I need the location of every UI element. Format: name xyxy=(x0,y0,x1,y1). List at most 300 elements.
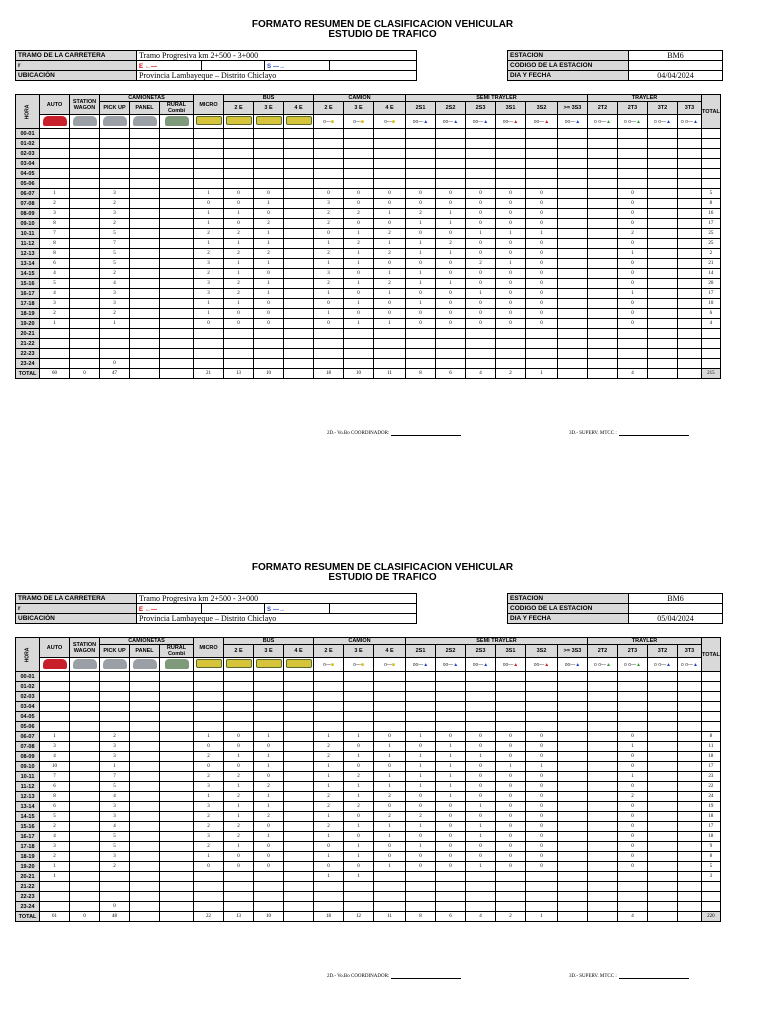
data-cell xyxy=(406,722,436,732)
micro-bus-icon xyxy=(194,658,224,672)
data-cell xyxy=(588,239,618,249)
data-cell xyxy=(160,229,194,239)
data-cell: 8 xyxy=(702,732,721,742)
data-cell xyxy=(678,259,702,269)
data-cell xyxy=(160,179,194,189)
signature-line xyxy=(391,430,461,436)
data-cell xyxy=(160,329,194,339)
col-auto: AUTO xyxy=(40,638,70,658)
data-cell: 1 xyxy=(344,279,374,289)
data-cell xyxy=(436,902,466,912)
data-cell xyxy=(40,159,70,169)
data-cell: 2 xyxy=(254,249,284,259)
data-cell xyxy=(406,712,436,722)
data-cell xyxy=(466,349,496,359)
data-cell: 19 xyxy=(702,802,721,812)
data-cell xyxy=(648,349,678,359)
pickup-icon xyxy=(100,115,130,129)
data-cell: 0 xyxy=(618,812,648,822)
data-cell xyxy=(314,892,344,902)
data-cell: 0 xyxy=(466,842,496,852)
data-cell xyxy=(648,179,678,189)
data-cell xyxy=(194,339,224,349)
data-cell: 1 xyxy=(436,782,466,792)
data-cell xyxy=(254,129,284,139)
total-cell: 4 xyxy=(618,912,648,922)
data-cell xyxy=(314,359,344,369)
data-cell: 0 xyxy=(254,299,284,309)
data-cell xyxy=(284,299,314,309)
data-cell xyxy=(374,712,406,722)
data-cell xyxy=(702,169,721,179)
data-cell: 0 xyxy=(496,752,526,762)
data-cell xyxy=(648,792,678,802)
data-cell xyxy=(588,812,618,822)
data-cell xyxy=(254,169,284,179)
data-cell xyxy=(284,309,314,319)
data-cell xyxy=(160,742,194,752)
data-cell xyxy=(224,702,254,712)
data-cell xyxy=(436,872,466,882)
data-cell: 3 xyxy=(40,742,70,752)
data-cell: 8 xyxy=(40,792,70,802)
data-cell xyxy=(678,892,702,902)
data-cell xyxy=(194,682,224,692)
data-cell: 2 xyxy=(100,219,130,229)
direction-s xyxy=(265,61,330,71)
data-cell xyxy=(558,339,588,349)
total-cell xyxy=(284,369,314,379)
data-cell xyxy=(344,892,374,902)
data-cell: 0 xyxy=(466,782,496,792)
hour-cell: 11-12 xyxy=(16,782,40,792)
total-cell: 0 xyxy=(70,912,100,922)
data-cell xyxy=(558,752,588,762)
data-cell xyxy=(160,249,194,259)
data-cell xyxy=(678,792,702,802)
hour-cell: 06-07 xyxy=(16,189,40,199)
table-row xyxy=(16,269,721,279)
data-cell xyxy=(678,169,702,179)
data-cell xyxy=(314,692,344,702)
data-cell xyxy=(618,882,648,892)
hour-cell: 23-24 xyxy=(16,902,40,912)
data-cell xyxy=(254,692,284,702)
data-cell xyxy=(558,189,588,199)
data-cell: 0 xyxy=(344,219,374,229)
data-cell xyxy=(160,339,194,349)
ubicacion-label: UBICACIÓN xyxy=(16,71,137,81)
data-cell: 1 xyxy=(254,832,284,842)
data-cell xyxy=(618,129,648,139)
data-cell xyxy=(194,129,224,139)
data-cell xyxy=(70,349,100,359)
data-cell: 1 xyxy=(314,852,344,862)
data-cell: 0 xyxy=(496,319,526,329)
data-cell xyxy=(678,129,702,139)
total-cell xyxy=(558,912,588,922)
data-cell xyxy=(70,359,100,369)
tramo-value: Tramo Progresiva km 2+500 - 3+000 xyxy=(137,51,417,61)
data-cell xyxy=(466,359,496,369)
data-cell: 1 xyxy=(344,229,374,239)
data-cell: 5 xyxy=(100,832,130,842)
data-cell: 0 xyxy=(496,822,526,832)
data-cell xyxy=(314,902,344,912)
data-cell: 2 xyxy=(344,772,374,782)
table-row xyxy=(16,682,721,692)
data-cell xyxy=(588,269,618,279)
table-row xyxy=(16,159,721,169)
data-cell xyxy=(130,249,160,259)
trailer-2t3-icon: o o—▲ xyxy=(618,115,648,129)
data-cell: 0 xyxy=(254,269,284,279)
data-cell xyxy=(558,712,588,722)
pickup-icon xyxy=(100,658,130,672)
combi-icon xyxy=(160,658,194,672)
data-cell xyxy=(648,299,678,309)
data-cell: 1 xyxy=(466,822,496,832)
data-cell: 1 xyxy=(374,782,406,792)
data-cell: 2 xyxy=(374,229,406,239)
data-cell xyxy=(466,692,496,702)
data-cell xyxy=(466,329,496,339)
data-cell xyxy=(678,752,702,762)
data-cell xyxy=(160,129,194,139)
data-cell xyxy=(406,902,436,912)
data-cell: 0 xyxy=(466,279,496,289)
data-cell xyxy=(588,712,618,722)
data-cell xyxy=(344,882,374,892)
data-cell: 2 xyxy=(314,249,344,259)
data-cell: 2 xyxy=(100,309,130,319)
data-cell xyxy=(526,872,558,882)
data-cell xyxy=(160,279,194,289)
data-cell xyxy=(70,682,100,692)
data-cell xyxy=(70,149,100,159)
data-cell: 3 xyxy=(194,259,224,269)
data-cell: 0 xyxy=(496,862,526,872)
data-cell: 1 xyxy=(466,229,496,239)
data-cell xyxy=(70,199,100,209)
col--3s3: >= 3S3 xyxy=(558,645,588,658)
data-cell: 0 xyxy=(496,219,526,229)
data-cell xyxy=(284,902,314,912)
data-cell: 1 xyxy=(40,862,70,872)
hour-cell: 13-14 xyxy=(16,259,40,269)
data-cell xyxy=(588,832,618,842)
data-cell xyxy=(648,862,678,872)
data-cell xyxy=(70,822,100,832)
data-cell xyxy=(284,279,314,289)
data-cell: 1 xyxy=(526,229,558,239)
col-micro: MICRO xyxy=(194,95,224,115)
codigo-value xyxy=(629,61,723,71)
col-2t3: 2T3 xyxy=(618,102,648,115)
group-trayler: TRAYLER xyxy=(588,638,702,645)
data-cell xyxy=(648,149,678,159)
data-cell xyxy=(344,672,374,682)
data-cell: 0 xyxy=(618,762,648,772)
data-cell xyxy=(160,782,194,792)
data-cell xyxy=(648,712,678,722)
data-cell xyxy=(374,359,406,369)
data-cell xyxy=(160,169,194,179)
data-cell: 2 xyxy=(100,269,130,279)
data-cell xyxy=(618,672,648,682)
data-cell: 6 xyxy=(702,309,721,319)
data-cell xyxy=(130,692,160,702)
data-cell xyxy=(678,812,702,822)
data-cell xyxy=(160,359,194,369)
col-2s2: 2S2 xyxy=(436,102,466,115)
data-cell xyxy=(466,702,496,712)
group-camion: CAMION xyxy=(314,95,406,102)
group-bus: BUS xyxy=(224,638,314,645)
data-cell xyxy=(284,792,314,802)
data-cell xyxy=(588,219,618,229)
data-cell xyxy=(284,359,314,369)
col-2t2: 2T2 xyxy=(588,645,618,658)
data-cell: 1 xyxy=(314,259,344,269)
data-cell xyxy=(618,149,648,159)
data-cell xyxy=(588,902,618,912)
data-cell: 0 xyxy=(496,802,526,812)
data-cell: 1 xyxy=(374,832,406,842)
data-cell xyxy=(648,229,678,239)
data-cell: 0 xyxy=(374,199,406,209)
data-cell xyxy=(130,802,160,812)
data-cell: 7 xyxy=(100,239,130,249)
data-cell: 1 xyxy=(224,802,254,812)
data-cell xyxy=(160,289,194,299)
group-camionetas: CAMIONETAS xyxy=(100,95,194,102)
hour-cell: 15-16 xyxy=(16,279,40,289)
truck-2e-icon: o—■ xyxy=(314,658,344,672)
data-cell: 0 xyxy=(436,732,466,742)
data-cell xyxy=(130,239,160,249)
data-cell xyxy=(130,309,160,319)
data-cell: 5 xyxy=(100,249,130,259)
data-cell xyxy=(374,882,406,892)
data-cell: 1 xyxy=(314,309,344,319)
data-cell: 0 xyxy=(618,259,648,269)
data-cell: 2 xyxy=(224,822,254,832)
truck-4e-icon: o—■ xyxy=(374,115,406,129)
data-cell xyxy=(70,299,100,309)
data-cell: 0 xyxy=(618,832,648,842)
data-cell xyxy=(436,712,466,722)
data-cell xyxy=(314,712,344,722)
data-cell xyxy=(254,359,284,369)
group-camion: CAMION xyxy=(314,638,406,645)
data-cell xyxy=(100,712,130,722)
data-cell xyxy=(558,359,588,369)
data-cell xyxy=(194,672,224,682)
data-cell: 0 xyxy=(466,249,496,259)
data-cell: 0 xyxy=(466,772,496,782)
data-cell: 0 xyxy=(344,199,374,209)
data-cell: 3 xyxy=(100,299,130,309)
hour-cell: 03-04 xyxy=(16,702,40,712)
estacion-label: ESTACION xyxy=(508,594,629,604)
data-cell xyxy=(526,149,558,159)
data-cell: 0 xyxy=(344,812,374,822)
data-cell xyxy=(344,722,374,732)
data-cell xyxy=(40,149,70,159)
data-cell: 1 xyxy=(374,772,406,782)
data-cell: 1 xyxy=(194,852,224,862)
direction-s-box xyxy=(330,61,417,71)
data-cell: 2 xyxy=(374,812,406,822)
total-cell: 2 xyxy=(496,912,526,922)
hour-cell: 06-07 xyxy=(16,732,40,742)
table-row xyxy=(16,259,721,269)
hour-cell: 07-08 xyxy=(16,742,40,752)
data-cell xyxy=(406,872,436,882)
data-cell xyxy=(558,289,588,299)
data-cell: 0 xyxy=(496,812,526,822)
semi-2s2-icon: oo—▲ xyxy=(436,115,466,129)
trailer-3t2-icon: o o—▲ xyxy=(648,115,678,129)
data-cell xyxy=(466,722,496,732)
data-cell: 1 xyxy=(344,259,374,269)
hour-cell: 10-11 xyxy=(16,772,40,782)
data-cell xyxy=(648,259,678,269)
data-cell: 1 xyxy=(374,319,406,329)
direction-s xyxy=(265,604,330,614)
data-cell xyxy=(284,129,314,139)
data-cell: 0 xyxy=(466,209,496,219)
data-cell xyxy=(588,179,618,189)
data-cell xyxy=(100,179,130,189)
data-cell: 2 xyxy=(40,309,70,319)
data-cell: 1 xyxy=(374,752,406,762)
total-cell xyxy=(588,912,618,922)
data-cell xyxy=(496,722,526,732)
data-cell: 7 xyxy=(100,772,130,782)
data-cell xyxy=(558,812,588,822)
table-row xyxy=(16,822,721,832)
data-cell: 17 xyxy=(702,762,721,772)
data-cell xyxy=(70,239,100,249)
data-cell xyxy=(558,349,588,359)
table-row xyxy=(16,892,721,902)
data-cell xyxy=(130,279,160,289)
data-cell xyxy=(160,682,194,692)
truck-3e-icon: o—■ xyxy=(344,658,374,672)
semi-3s1-icon: oo—▲ xyxy=(496,658,526,672)
data-cell xyxy=(558,319,588,329)
data-cell xyxy=(70,319,100,329)
red-car-icon xyxy=(40,115,70,129)
data-cell xyxy=(194,692,224,702)
hora-label: HORA xyxy=(24,647,31,662)
data-cell: 20 xyxy=(702,279,721,289)
data-cell xyxy=(558,199,588,209)
data-cell: 0 xyxy=(618,802,648,812)
table-row xyxy=(16,672,721,682)
data-cell xyxy=(678,852,702,862)
data-cell: 0 xyxy=(406,189,436,199)
data-cell: 0 xyxy=(224,309,254,319)
total-cell xyxy=(160,912,194,922)
data-cell xyxy=(436,682,466,692)
data-cell: 1 xyxy=(314,832,344,842)
table-row xyxy=(16,782,721,792)
data-cell xyxy=(130,319,160,329)
data-cell: 0 xyxy=(466,269,496,279)
data-cell: 0 xyxy=(496,249,526,259)
data-cell xyxy=(702,179,721,189)
data-cell xyxy=(558,882,588,892)
data-cell xyxy=(160,752,194,762)
data-cell xyxy=(344,149,374,159)
data-cell: 0 xyxy=(466,299,496,309)
data-cell xyxy=(284,199,314,209)
data-cell: 0 xyxy=(374,309,406,319)
estacion-value: BM6 xyxy=(629,594,723,604)
hour-cell: 02-03 xyxy=(16,692,40,702)
data-cell xyxy=(314,339,344,349)
data-cell xyxy=(588,842,618,852)
data-cell xyxy=(466,159,496,169)
data-cell xyxy=(70,832,100,842)
data-cell: 1 xyxy=(40,319,70,329)
data-cell: 0 xyxy=(618,309,648,319)
data-cell: 0 xyxy=(618,299,648,309)
data-cell: 4 xyxy=(100,822,130,832)
data-cell xyxy=(496,159,526,169)
data-cell xyxy=(344,139,374,149)
data-cell xyxy=(526,882,558,892)
data-cell xyxy=(558,269,588,279)
data-cell: 0 xyxy=(436,269,466,279)
data-cell: 3 xyxy=(314,199,344,209)
signature-coordinator xyxy=(327,973,461,979)
data-cell xyxy=(648,902,678,912)
col-2s3: 2S3 xyxy=(466,645,496,658)
data-cell xyxy=(254,159,284,169)
data-cell xyxy=(466,169,496,179)
data-cell xyxy=(344,349,374,359)
data-cell: 0 xyxy=(436,862,466,872)
data-cell xyxy=(588,792,618,802)
data-cell xyxy=(160,842,194,852)
data-cell xyxy=(406,359,436,369)
data-cell xyxy=(702,349,721,359)
data-cell xyxy=(618,179,648,189)
data-cell xyxy=(618,902,648,912)
data-cell xyxy=(678,782,702,792)
data-cell: 0 xyxy=(526,279,558,289)
signature-line xyxy=(619,430,689,436)
data-cell: 1 xyxy=(374,862,406,872)
data-cell: 1 xyxy=(496,259,526,269)
data-cell xyxy=(526,169,558,179)
data-cell xyxy=(70,702,100,712)
hour-cell: 21-22 xyxy=(16,882,40,892)
data-cell xyxy=(496,179,526,189)
data-cell: 0 xyxy=(344,862,374,872)
data-cell xyxy=(224,329,254,339)
data-cell: 1 xyxy=(224,782,254,792)
data-cell xyxy=(406,672,436,682)
data-cell xyxy=(678,672,702,682)
ubicacion-value: Provincia Lambayeque – Distrito Chiclayo xyxy=(137,614,417,624)
data-cell xyxy=(70,672,100,682)
data-cell xyxy=(314,129,344,139)
